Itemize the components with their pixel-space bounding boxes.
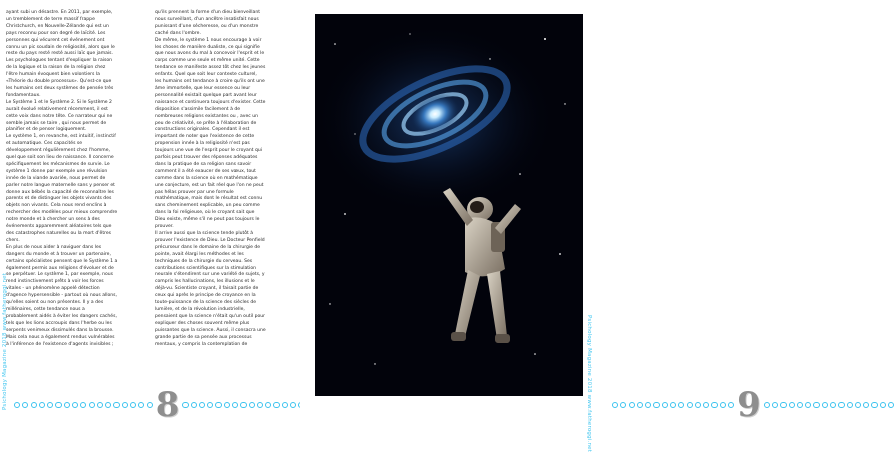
text-line: donne aux bébés la capacité de reconnaître les [6, 189, 114, 195]
text-line: et automatique. Ces capacités se [6, 141, 83, 147]
text-line: fondamentaux. [6, 92, 41, 98]
decorative-dot-icon [822, 402, 828, 408]
text-line: pointe, avait élargi les méthodes et les [155, 251, 244, 257]
text-line: pays reconnu pour son degré de laïcité. Les [6, 30, 106, 36]
text-line: qu'ils prennent la forme d'un dieu bienveillant [155, 10, 260, 15]
text-line: dangers du monde et à trouver un partenaire, [6, 251, 111, 257]
dot-row-left-b [182, 402, 312, 408]
decorative-dot-icon [182, 402, 188, 408]
decorative-dot-icon [695, 402, 701, 408]
text-line: les humains ont tendance à croire qu'ils ont une [155, 79, 265, 85]
text-line: précurseur dans le domaine de la chirurgie de [155, 244, 261, 250]
text-line: serpents venimeux dissimulés dans la brousse. [6, 327, 114, 333]
text-line: propension innée à la religiosité n'est pas [155, 141, 250, 147]
decorative-dot-icon [31, 402, 37, 408]
text-line: Les psychologues tentant d'expliquer la raison [6, 58, 113, 64]
text-line: Mais cela nous a également rendus vulnérables [6, 334, 115, 340]
text-line: prouver l'existence de Dieu. Le Docteur Penfield [155, 237, 265, 243]
text-line: De même, le système 1 nous encourage à voir [155, 37, 262, 43]
text-line: des catastrophes naturelles ou la mort d'êtres [6, 231, 112, 236]
text-line: corps comme une seule et même unité. Cette [155, 58, 260, 64]
decorative-dot-icon [797, 402, 803, 408]
text-line: dans la foi religieuse, où le croyant sait que [155, 210, 255, 216]
page-left [0, 0, 300, 424]
text-line: Dieu existe, même s'il ne peut pas toujours le [155, 217, 260, 223]
decorative-dot-icon [612, 402, 618, 408]
text-line: expliquer des choses souvent même plus [155, 320, 250, 326]
decorative-dot-icon [257, 402, 263, 408]
decorative-dot-icon [47, 402, 53, 408]
decorative-dot-icon [89, 402, 95, 408]
text-line: développement régulièrement chez l'homme, [6, 148, 110, 154]
decorative-dot-icon [703, 402, 709, 408]
text-line: pensaient que la science n'était qu'un outil pour [155, 313, 266, 319]
decorative-dot-icon [138, 402, 144, 408]
text-line: de la logique et la raison de la religion chez [6, 65, 106, 71]
text-line: déjà-vu. Scientiste croyant, il faisait partie de [155, 286, 259, 292]
text-line: ayant subi un désastre. En 2011, par exemple, [6, 10, 113, 15]
decorative-dot-icon [232, 402, 238, 408]
text-line: connu un pic soudain de religiosité, alors que le [6, 44, 115, 50]
text-line: nous surveillant, d'un ancêtre insatisfait nous [155, 16, 259, 22]
decorative-dot-icon [224, 402, 230, 408]
decorative-dot-icon [64, 402, 70, 408]
decorative-dot-icon [147, 402, 153, 408]
text-column-left [6, 10, 151, 348]
text-line: également permis aux religions d'évoluer et de [6, 265, 114, 271]
footer-strip-left [14, 385, 313, 425]
decorative-dot-icon [830, 402, 836, 408]
text-line: à l'inférence de l'existence d'agents invisibles ; [6, 341, 114, 347]
text-line: comme dans la science où en mathématique [155, 175, 258, 181]
dot-row-left-a [14, 402, 153, 408]
text-line: «Théorie du double processus». Qu'est-ce que [6, 79, 112, 85]
text-line: vitales - un phénomène appelé détection [6, 286, 100, 292]
decorative-dot-icon [249, 402, 255, 408]
text-line: naissance et continuera toujours d'exister. Cette [155, 99, 266, 105]
text-line: l'être humain évoquent bien volontiers la [6, 72, 100, 78]
decorative-dot-icon [80, 402, 86, 408]
decorative-dot-icon [662, 402, 668, 408]
text-line: Il arrive aussi que la science tende plutôt à [155, 231, 254, 236]
text-line: puissantes que la science. Aussi, il consacra une [155, 327, 266, 333]
decorative-dot-icon [620, 402, 626, 408]
text-line: toujours une vue de l'esprit pour le croyant qui [155, 148, 262, 154]
text-line: Le Système 1 et le Système 2. Si le Système 2 [6, 99, 112, 105]
decorative-dot-icon [653, 402, 659, 408]
magazine-credit-right: Psichology Magazine 2018 www.fatheroggi.net [586, 315, 592, 452]
text-line: rechercher des modèles pour mieux comprendre [6, 210, 118, 216]
text-line: millénaires, cette tendance nous a [6, 306, 85, 312]
text-line: mathématique, mais dont le résultat est connu [155, 196, 263, 202]
text-line: nombreuses religions existantes ou , avec un [155, 113, 258, 119]
decorative-dot-icon [97, 402, 103, 408]
decorative-dot-icon [265, 402, 271, 408]
text-line: d'agence hypersensible - partout où nous allons, [6, 293, 117, 299]
decorative-dot-icon [838, 402, 844, 408]
text-line: objets non vivants. Cela nous rend enclins à [6, 203, 107, 209]
text-line: parler notre langue maternelle sans y penser et [6, 182, 115, 188]
text-line: parents et de distinguer les objets vivants des [6, 196, 112, 202]
decorative-dot-icon [282, 402, 288, 408]
text-line: personnes qui vécurent cet événement ont [6, 37, 105, 43]
text-line: En plus de nous aider à naviguer dans les [6, 244, 102, 250]
text-line: constructions originales. Cependant il est [155, 127, 250, 133]
text-line: enfants. Quel que soit leur contexte culturel, [155, 72, 257, 78]
decorative-dot-icon [711, 402, 717, 408]
decorative-dot-icon [880, 402, 886, 408]
text-line: une conjecture, est un fait réel que l'on ne peut [155, 182, 264, 188]
text-line: qu'elles soient ou non présentes. Il y a des [6, 300, 104, 306]
text-line: spécifiquement les mécanismes de survie. Le [6, 161, 110, 167]
text-line: système 1 donne par exemple une révulsion [6, 168, 108, 174]
text-line: toute-puissance de la science des siècles de [155, 300, 257, 306]
text-line: prouver. [155, 224, 174, 230]
text-line: reste du pays resté resté aussi laïc que jamais. [6, 51, 114, 57]
text-line: lumière, et de la révolution industrielle, [155, 306, 245, 312]
decorative-dot-icon [113, 402, 119, 408]
page-number-right: 9 [737, 385, 761, 425]
magazine-credit-left: Psichology Magazine 2018 www.fatheroggi.net [2, 272, 8, 410]
text-line: pas hélas prouver par une formule [155, 189, 234, 195]
text-line: aurait évolué relativement récemment, il est [6, 106, 108, 112]
text-column-middle [155, 10, 295, 348]
space-illustration [315, 14, 583, 396]
text-line: innée de la viande avariée, nous permet de [6, 175, 106, 181]
text-line: semble jamais se taire , qui nous permet de [6, 120, 107, 126]
decorative-dot-icon [847, 402, 853, 408]
decorative-dot-icon [670, 402, 676, 408]
astronaut-galaxy-image [315, 14, 583, 396]
decorative-dot-icon [678, 402, 684, 408]
decorative-dot-icon [805, 402, 811, 408]
decorative-dot-icon [39, 402, 45, 408]
decorative-dot-icon [14, 402, 20, 408]
text-line: important de noter que l'existence de cette [155, 134, 255, 140]
text-line: parfois peut trouver des réponses adéquates [155, 155, 258, 161]
text-line: âme immortelle, que leur essence ou leur [155, 85, 251, 91]
decorative-dot-icon [645, 402, 651, 408]
text-line: probablement aidés à éviter les dangers cachés, [6, 313, 117, 319]
decorative-dot-icon [191, 402, 197, 408]
text-line: mentaux, y compris la contemplation de [155, 341, 248, 347]
decorative-dot-icon [72, 402, 78, 408]
decorative-dot-icon [290, 402, 296, 408]
decorative-dot-icon [637, 402, 643, 408]
text-line: tendance se manifeste assez tôt chez les jeunes [155, 65, 266, 71]
decorative-dot-icon [789, 402, 795, 408]
dot-row-right-b [764, 402, 894, 408]
text-line: certains spécialistes pensent que le Système 1 a [6, 258, 118, 264]
footer-strip-right [612, 385, 894, 425]
text-line: personnalité existait quelque part avant leur [155, 92, 257, 98]
decorative-dot-icon [273, 402, 279, 408]
text-line: caché dans l'ombre. [155, 30, 201, 36]
text-line: quel que soit son lieu de naissance. Il concerne [6, 155, 114, 161]
dot-row-right-a [612, 402, 734, 408]
decorative-dot-icon [55, 402, 61, 408]
decorative-dot-icon [888, 402, 894, 408]
decorative-dot-icon [629, 402, 635, 408]
decorative-dot-icon [780, 402, 786, 408]
decorative-dot-icon [687, 402, 693, 408]
text-line: techniques de la chirurgie du cerveau. Ses [155, 258, 253, 264]
decorative-dot-icon [855, 402, 861, 408]
page-number-left: 8 [155, 385, 180, 425]
decorative-dot-icon [105, 402, 111, 408]
text-line: comment il a été exaucer de ses vœux, tout [155, 168, 256, 174]
decorative-dot-icon [813, 402, 819, 408]
text-line: sans cheminement explicable, un peu comme [155, 203, 260, 209]
text-line: un tremblement de terre massif frappe [6, 16, 95, 22]
text-line: que nous avons du mal à concevoir l'esprit et le [155, 51, 265, 57]
decorative-dot-icon [764, 402, 770, 408]
decorative-dot-icon [122, 402, 128, 408]
page-right [300, 0, 761, 425]
text-line: grande partie de sa pensée aux processus [155, 334, 252, 340]
decorative-dot-icon [207, 402, 213, 408]
text-line: les choses de manière dualiste, ce qui signifie [155, 44, 260, 50]
text-line: compris les hallucinations, les illusions et le [155, 279, 255, 285]
decorative-dot-icon [199, 402, 205, 408]
decorative-dot-icon [215, 402, 221, 408]
text-line: cette voix dans notre tête. Ce narrateur qui ne [6, 113, 113, 119]
text-line: tels que les lions accroupis dans l'herbe ou les [6, 320, 112, 326]
text-line: Le système 1, en revanche, est intuitif, instinctif [6, 134, 116, 140]
text-line: punissant d'une sécheresse, ou d'un monstre [155, 23, 259, 29]
text-line: peu de créativité, se prête à l'élaboration de [155, 120, 257, 126]
text-line: les humains ont deux systèmes de pensée très [6, 85, 114, 91]
text-line: planifier et de penser logiquement. [6, 127, 87, 133]
decorative-dot-icon [871, 402, 877, 408]
text-line: contributions scientifiques sur la stimulation [155, 265, 257, 271]
text-line: rend instinctivement prêts à voir les forces [6, 279, 104, 285]
text-line: neurale s'étendirent sur une variété de sujets, y [155, 272, 265, 278]
text-line: notre monde et à chercher un sens à des [6, 217, 100, 223]
text-line: ceux qui après le principe de croyance en la [155, 293, 256, 299]
text-line: chers. [6, 237, 20, 243]
decorative-dot-icon [863, 402, 869, 408]
text-line: se perpétuer. Le système 1, par exemple, nous [6, 272, 114, 278]
decorative-dot-icon [720, 402, 726, 408]
decorative-dot-icon [728, 402, 734, 408]
text-line: événements apparemment aléatoires tels que [6, 224, 112, 230]
decorative-dot-icon [772, 402, 778, 408]
decorative-dot-icon [22, 402, 28, 408]
text-line: disposition s'assimile facilement à de [155, 106, 241, 112]
decorative-dot-icon [130, 402, 136, 408]
text-line: dans la pratique de sa religion sans savoir [155, 161, 252, 167]
decorative-dot-icon [240, 402, 246, 408]
text-line: Christchurch, en Nouvelle-Zélande qui est un [6, 23, 109, 29]
